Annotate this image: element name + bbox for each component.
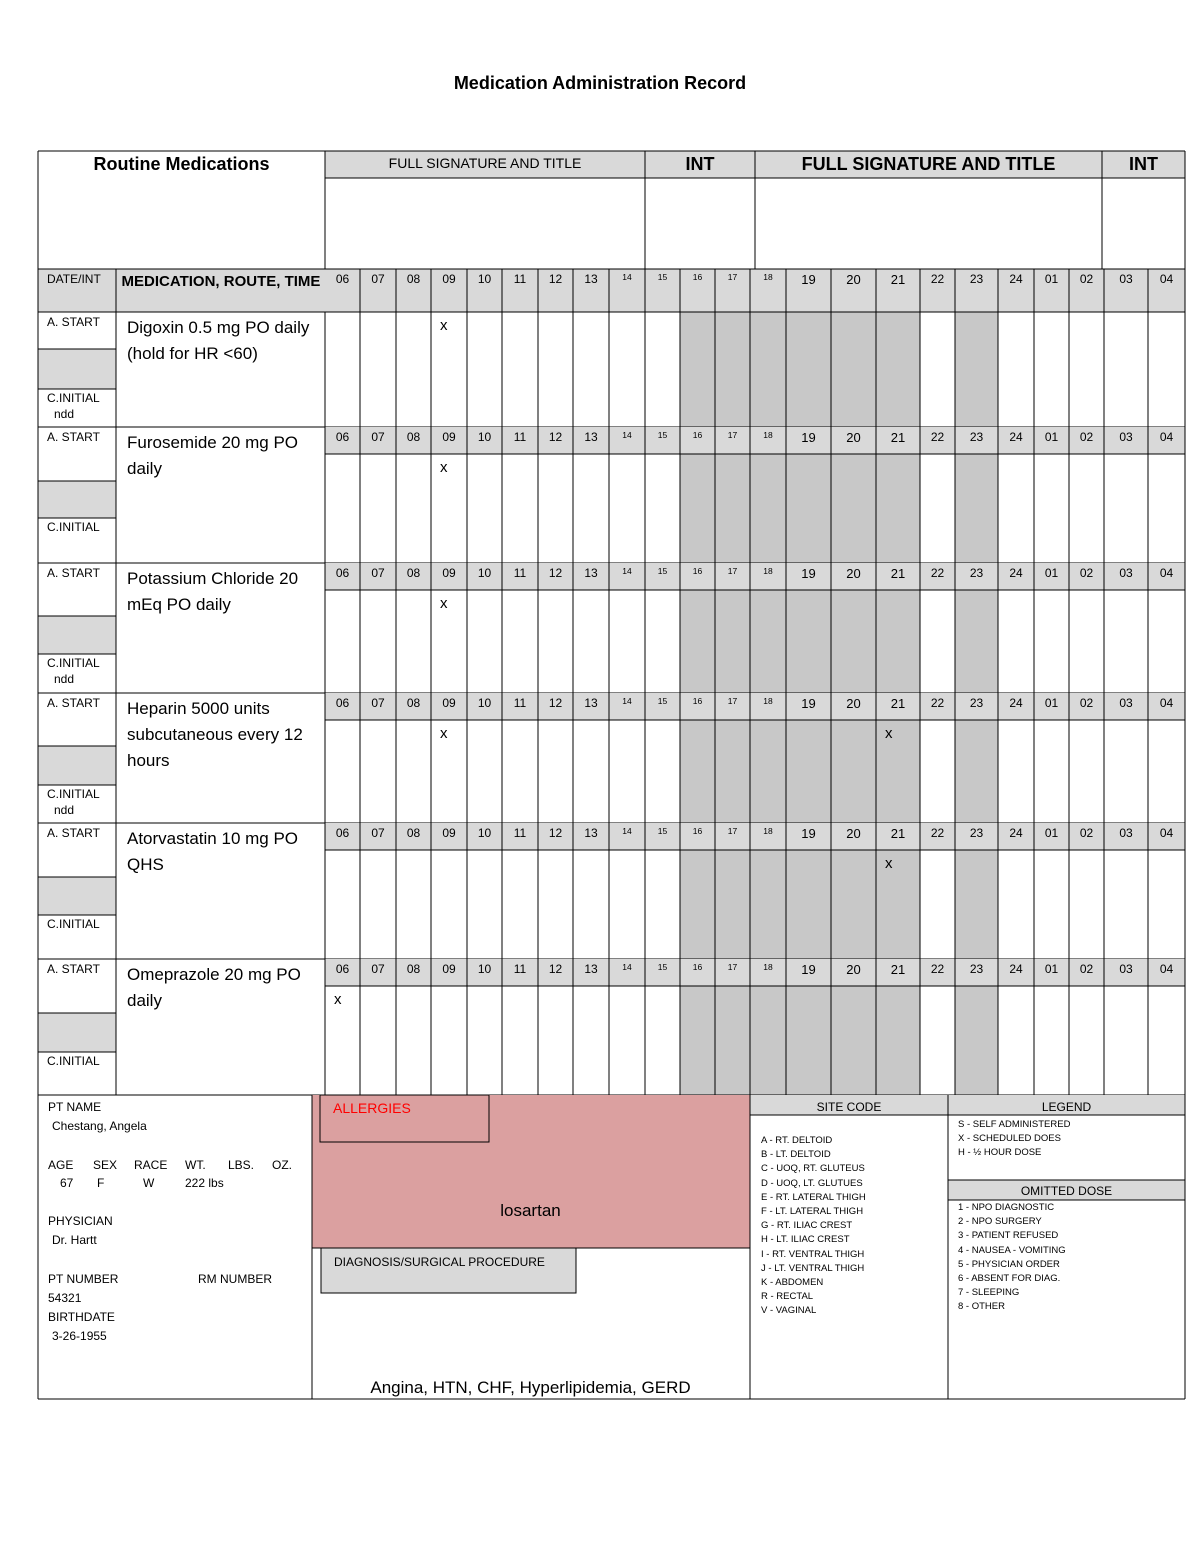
hour-label: 08 bbox=[406, 272, 421, 286]
age-label: AGE bbox=[48, 1158, 74, 1172]
shaded-hour-column bbox=[680, 312, 715, 427]
shaded-hour-column bbox=[680, 720, 715, 823]
hour-label: 14 bbox=[622, 430, 632, 440]
omitted-dose-title: OMITTED DOSE bbox=[1020, 1184, 1113, 1198]
pt-weight: 222 lbs bbox=[185, 1176, 224, 1190]
date-int-gray-box bbox=[38, 481, 116, 518]
lbs-label: LBS. bbox=[228, 1158, 255, 1172]
shaded-hour-column bbox=[831, 590, 876, 693]
initial-note: ndd bbox=[54, 672, 75, 686]
hour-label: 19 bbox=[801, 430, 816, 445]
physician-label: PHYSICIAN bbox=[48, 1214, 113, 1228]
hour-label: 11 bbox=[513, 430, 527, 444]
legend-list bbox=[958, 1118, 1183, 1161]
site-code-item: I - RT. VENTRAL THIGH bbox=[761, 1248, 865, 1260]
site-code-item: K - ABDOMEN bbox=[761, 1277, 824, 1289]
hour-label: 14 bbox=[622, 696, 632, 706]
shaded-hour-column bbox=[750, 986, 786, 1095]
hour-label: 08 bbox=[406, 962, 421, 976]
hour-label: 03 bbox=[1119, 272, 1133, 286]
hour-label: 12 bbox=[548, 430, 563, 444]
hour-label: 21 bbox=[890, 826, 906, 841]
site-code-item: H - LT. ILIAC CREST bbox=[761, 1234, 850, 1246]
hour-label: 22 bbox=[930, 962, 945, 976]
hour-label: 04 bbox=[1159, 826, 1174, 840]
hour-label: 04 bbox=[1159, 696, 1174, 710]
shaded-hour-column bbox=[786, 312, 831, 427]
hour-label: 17 bbox=[727, 566, 738, 576]
hour-label: 09 bbox=[442, 696, 456, 710]
shaded-hour-column bbox=[786, 720, 831, 823]
hour-label: 23 bbox=[969, 566, 984, 580]
hour-label: 04 bbox=[1159, 566, 1174, 580]
shaded-hour-column bbox=[955, 720, 998, 823]
hour-label: 06 bbox=[335, 826, 350, 840]
hour-label: 11 bbox=[513, 272, 527, 286]
date-int-header: DATE/INT bbox=[47, 272, 101, 286]
initial-label: C.INITIAL bbox=[47, 391, 100, 405]
shaded-hour-column bbox=[680, 986, 715, 1095]
hour-label: 02 bbox=[1079, 696, 1094, 710]
initial-label: C.INITIAL bbox=[47, 656, 100, 670]
omitted-dose-item: 8 - OTHER bbox=[958, 1301, 1005, 1313]
hour-label: 13 bbox=[584, 826, 598, 840]
hour-label: 20 bbox=[846, 566, 861, 581]
shaded-hour-column bbox=[715, 986, 750, 1095]
physician-name: Dr. Hartt bbox=[52, 1233, 97, 1247]
shaded-hour-column bbox=[750, 720, 786, 823]
shaded-hour-column bbox=[831, 720, 876, 823]
hour-label: 11 bbox=[513, 826, 527, 840]
hour-label: 20 bbox=[846, 962, 861, 977]
signature-title-1: FULL SIGNATURE AND TITLE bbox=[388, 155, 582, 171]
hour-label: 13 bbox=[584, 272, 598, 286]
hour-label: 21 bbox=[890, 696, 906, 711]
hour-label: 12 bbox=[548, 826, 563, 840]
hour-label: 16 bbox=[692, 272, 703, 282]
legend-item: S - SELF ADMINISTERED bbox=[958, 1119, 1071, 1130]
pt-race: W bbox=[143, 1176, 155, 1190]
shaded-hour-column bbox=[680, 454, 715, 563]
hour-label: 21 bbox=[890, 962, 906, 977]
shaded-hour-column bbox=[786, 850, 831, 959]
omitted-dose-item: 4 - NAUSEA - VOMITING bbox=[958, 1244, 1066, 1256]
hour-label: 20 bbox=[846, 826, 861, 841]
pt-name-label: PT NAME bbox=[48, 1100, 102, 1114]
hour-label: 12 bbox=[548, 696, 563, 710]
omitted-dose-item: 1 - NPO DIAGNOSTIC bbox=[958, 1202, 1055, 1213]
hour-label: 16 bbox=[692, 826, 703, 836]
hour-label: 15 bbox=[657, 826, 668, 836]
initial-label: C.INITIAL bbox=[47, 787, 100, 801]
hour-label: 02 bbox=[1079, 826, 1094, 840]
allergies-bg bbox=[312, 1095, 750, 1248]
hour-label: 24 bbox=[1009, 430, 1023, 444]
date-int-gray-box bbox=[38, 746, 116, 785]
hour-label: 11 bbox=[513, 566, 527, 580]
hour-label: 20 bbox=[846, 696, 861, 711]
hour-label: 13 bbox=[584, 696, 598, 710]
start-label: A. START bbox=[47, 826, 100, 840]
legend-title: LEGEND bbox=[1041, 1100, 1092, 1114]
hour-label: 04 bbox=[1159, 430, 1174, 444]
start-label: A. START bbox=[47, 566, 100, 580]
site-code-item: F - LT. LATERAL THIGH bbox=[761, 1206, 864, 1218]
shaded-hour-column bbox=[715, 720, 750, 823]
hour-label: 10 bbox=[477, 826, 492, 840]
hour-label: 04 bbox=[1159, 962, 1174, 976]
omitted-dose-item: 5 - PHYSICIAN ORDER bbox=[958, 1258, 1060, 1270]
administered-mark: x bbox=[885, 725, 893, 742]
site-code-item: B - LT. DELTOID bbox=[761, 1149, 831, 1161]
hour-label: 14 bbox=[622, 826, 632, 836]
hour-label: 16 bbox=[692, 962, 703, 972]
hour-label: 03 bbox=[1119, 962, 1133, 976]
hour-label: 06 bbox=[335, 696, 350, 710]
hour-label: 18 bbox=[763, 696, 773, 706]
hour-label: 16 bbox=[692, 430, 703, 440]
hour-label: 23 bbox=[969, 272, 984, 286]
administered-mark: x bbox=[440, 459, 448, 476]
start-label: A. START bbox=[47, 430, 100, 444]
hour-label: 06 bbox=[335, 566, 350, 580]
hour-label: 24 bbox=[1009, 696, 1023, 710]
shaded-hour-column bbox=[831, 986, 876, 1095]
hour-label: 06 bbox=[335, 430, 350, 444]
allergies-label: ALLERGIES bbox=[333, 1100, 411, 1116]
hour-label: 20 bbox=[846, 272, 861, 287]
hour-label: 16 bbox=[692, 566, 703, 576]
hour-label: 03 bbox=[1119, 430, 1133, 444]
omitted-dose-item: 3 - PATIENT REFUSED bbox=[958, 1230, 1059, 1242]
initial-label: C.INITIAL bbox=[47, 520, 100, 534]
hour-label: 09 bbox=[442, 962, 456, 976]
hour-label: 02 bbox=[1079, 962, 1094, 976]
hour-label: 24 bbox=[1009, 272, 1023, 286]
hour-label: 01 bbox=[1044, 566, 1059, 580]
hour-label: 18 bbox=[763, 272, 773, 282]
hour-label: 07 bbox=[371, 826, 385, 840]
shaded-hour-column bbox=[786, 986, 831, 1095]
initial-label: C.INITIAL bbox=[47, 1054, 100, 1068]
initial-note: ndd bbox=[54, 407, 75, 421]
hour-label: 19 bbox=[801, 696, 816, 711]
shaded-hour-column bbox=[786, 454, 831, 563]
hour-label: 12 bbox=[548, 962, 563, 976]
diagnosis-label: DIAGNOSIS/SURGICAL PROCEDURE bbox=[334, 1255, 545, 1269]
hour-label: 08 bbox=[406, 566, 421, 580]
hour-label: 01 bbox=[1044, 272, 1059, 286]
medication-name: Omeprazole 20 mg PO daily bbox=[127, 965, 301, 1010]
hour-label: 07 bbox=[371, 272, 385, 286]
site-code-item: A - RT. DELTOID bbox=[761, 1135, 833, 1146]
shaded-hour-column bbox=[680, 850, 715, 959]
hour-label: 06 bbox=[335, 272, 350, 286]
shaded-hour-column bbox=[831, 454, 876, 563]
administered-mark: x bbox=[440, 317, 448, 334]
hour-label: 16 bbox=[692, 696, 703, 706]
omitted-dose-item: 7 - SLEEPING bbox=[958, 1287, 1020, 1299]
medication-name: Atorvastatin 10 mg PO QHS bbox=[127, 829, 299, 874]
hour-label: 22 bbox=[930, 566, 945, 580]
hour-label: 18 bbox=[763, 826, 773, 836]
hour-label: 14 bbox=[622, 962, 632, 972]
hour-label: 02 bbox=[1079, 430, 1094, 444]
shaded-hour-column bbox=[876, 720, 920, 823]
hour-label: 15 bbox=[657, 430, 668, 440]
pt-number-label: PT NUMBER bbox=[48, 1272, 119, 1286]
site-code-item: G - RT. ILIAC CREST bbox=[761, 1220, 853, 1232]
date-int-gray-box bbox=[38, 1013, 116, 1052]
start-label: A. START bbox=[47, 962, 100, 976]
shaded-hour-column bbox=[955, 312, 998, 427]
site-code-item: R - RECTAL bbox=[761, 1291, 814, 1303]
hour-label: 10 bbox=[477, 962, 492, 976]
hour-label: 24 bbox=[1009, 962, 1023, 976]
start-label: A. START bbox=[47, 696, 100, 710]
int-header-1: INT bbox=[685, 154, 715, 174]
site-code-item: E - RT. LATERAL THIGH bbox=[761, 1191, 866, 1203]
hour-label: 01 bbox=[1044, 696, 1059, 710]
hour-label: 13 bbox=[584, 962, 598, 976]
administered-mark: x bbox=[334, 991, 342, 1008]
hour-label: 21 bbox=[890, 272, 906, 287]
site-code-item: D - UOQ, LT. GLUTUES bbox=[761, 1177, 863, 1189]
date-int-gray-box bbox=[38, 349, 116, 389]
hour-label: 07 bbox=[371, 430, 385, 444]
hour-label: 09 bbox=[442, 272, 456, 286]
legend-item: H - ½ HOUR DOSE bbox=[958, 1147, 1042, 1159]
allergies-value: losartan bbox=[500, 1201, 561, 1220]
signature-title-2: FULL SIGNATURE AND TITLE bbox=[801, 154, 1056, 174]
shaded-hour-column bbox=[786, 590, 831, 693]
date-int-gray-box bbox=[38, 616, 116, 654]
hour-label: 20 bbox=[846, 430, 861, 445]
hour-label: 19 bbox=[801, 272, 816, 287]
medication-name: Potassium Chloride 20 mEq PO daily bbox=[127, 569, 299, 614]
birthdate: 3-26-1955 bbox=[52, 1329, 107, 1343]
pt-age: 67 bbox=[60, 1176, 74, 1190]
hour-label: 07 bbox=[371, 962, 385, 976]
medication-name: Furosemide 20 mg PO daily bbox=[127, 433, 299, 478]
race-label: RACE bbox=[134, 1158, 168, 1172]
shaded-hour-column bbox=[715, 850, 750, 959]
site-code-list bbox=[761, 1134, 946, 1319]
start-label: A. START bbox=[47, 315, 100, 329]
hour-label: 06 bbox=[335, 962, 350, 976]
omitted-dose-item: 2 - NPO SURGERY bbox=[958, 1216, 1042, 1228]
hour-label: 07 bbox=[371, 696, 385, 710]
site-code-item: V - VAGINAL bbox=[761, 1305, 817, 1317]
hour-label: 18 bbox=[763, 566, 773, 576]
hour-label: 10 bbox=[477, 430, 492, 444]
birthdate-label: BIRTHDATE bbox=[48, 1310, 115, 1324]
hour-label: 24 bbox=[1009, 566, 1023, 580]
shaded-hour-column bbox=[715, 312, 750, 427]
hour-label: 22 bbox=[930, 826, 945, 840]
shaded-hour-column bbox=[955, 454, 998, 563]
hour-label: 07 bbox=[371, 566, 385, 580]
site-code-item: C - UOQ, RT. GLUTEUS bbox=[761, 1163, 865, 1175]
initial-label: C.INITIAL bbox=[47, 917, 100, 931]
hour-label: 14 bbox=[622, 566, 632, 576]
shaded-hour-column bbox=[955, 850, 998, 959]
hour-label: 17 bbox=[727, 826, 738, 836]
shaded-hour-column bbox=[715, 590, 750, 693]
omitted-dose-list bbox=[958, 1201, 1183, 1315]
hour-label: 22 bbox=[930, 272, 945, 286]
legend-item: X - SCHEDULED DOES bbox=[958, 1133, 1061, 1145]
hour-label: 15 bbox=[657, 272, 668, 282]
hour-label: 18 bbox=[763, 430, 773, 440]
hour-label: 14 bbox=[622, 272, 632, 282]
sex-label: SEX bbox=[93, 1158, 118, 1172]
diagnosis-value: Angina, HTN, CHF, Hyperlipidemia, GERD bbox=[370, 1378, 691, 1397]
administered-mark: x bbox=[885, 855, 893, 872]
document-title: Medication Administration Record bbox=[453, 73, 747, 93]
hour-label: 03 bbox=[1119, 826, 1133, 840]
hour-label: 13 bbox=[584, 566, 598, 580]
hour-label: 10 bbox=[477, 696, 492, 710]
hour-label: 02 bbox=[1079, 272, 1094, 286]
hour-label: 01 bbox=[1044, 962, 1059, 976]
wt-label: WT. bbox=[185, 1158, 206, 1172]
hour-label: 08 bbox=[406, 826, 421, 840]
hour-label: 15 bbox=[657, 696, 668, 706]
oz-label: OZ. bbox=[272, 1158, 292, 1172]
hour-label: 18 bbox=[763, 962, 773, 972]
shaded-hour-column bbox=[750, 454, 786, 563]
hour-label: 09 bbox=[442, 566, 456, 580]
shaded-hour-column bbox=[955, 590, 998, 693]
rm-number-label: RM NUMBER bbox=[198, 1272, 272, 1286]
hour-label: 10 bbox=[477, 566, 492, 580]
shaded-hour-column bbox=[876, 590, 920, 693]
hour-label: 23 bbox=[969, 826, 984, 840]
administered-mark: x bbox=[440, 725, 448, 742]
hour-label: 09 bbox=[442, 826, 456, 840]
hour-label: 03 bbox=[1119, 696, 1133, 710]
medication-name: Heparin 5000 units subcutaneous every 12 hours bbox=[127, 699, 303, 770]
hour-label: 19 bbox=[801, 962, 816, 977]
shaded-hour-column bbox=[680, 590, 715, 693]
hour-label: 01 bbox=[1044, 826, 1059, 840]
hour-label: 22 bbox=[930, 430, 945, 444]
hour-label: 01 bbox=[1044, 430, 1059, 444]
pt-name: Chestang, Angela bbox=[52, 1119, 147, 1133]
shaded-hour-column bbox=[876, 454, 920, 563]
pt-sex: F bbox=[97, 1176, 105, 1190]
hour-label: 11 bbox=[513, 962, 527, 976]
hour-label: 19 bbox=[801, 566, 816, 581]
shaded-hour-column bbox=[750, 312, 786, 427]
shaded-hour-column bbox=[750, 590, 786, 693]
administered-mark: x bbox=[440, 595, 448, 612]
hour-label: 23 bbox=[969, 696, 984, 710]
medication-name: Digoxin 0.5 mg PO daily (hold for HR <60) bbox=[127, 318, 310, 363]
hour-label: 23 bbox=[969, 430, 984, 444]
hour-label: 17 bbox=[727, 272, 738, 282]
shaded-hour-column bbox=[831, 850, 876, 959]
hour-label: 08 bbox=[406, 696, 421, 710]
hour-label: 17 bbox=[727, 962, 738, 972]
hour-label: 10 bbox=[477, 272, 492, 286]
hour-label: 15 bbox=[657, 962, 668, 972]
hour-label: 11 bbox=[513, 696, 527, 710]
shaded-hour-column bbox=[955, 986, 998, 1095]
hour-label: 02 bbox=[1079, 566, 1094, 580]
section-title: Routine Medications bbox=[93, 154, 270, 174]
hour-label: 04 bbox=[1159, 272, 1174, 286]
hour-label: 24 bbox=[1009, 826, 1023, 840]
shaded-hour-column bbox=[715, 454, 750, 563]
initial-note: ndd bbox=[54, 803, 75, 817]
site-code-item: J - LT. VENTRAL THIGH bbox=[761, 1262, 865, 1274]
date-int-gray-box bbox=[38, 877, 116, 915]
hour-label: 03 bbox=[1119, 566, 1133, 580]
shaded-hour-column bbox=[876, 986, 920, 1095]
shaded-hour-column bbox=[750, 850, 786, 959]
site-code-title: SITE CODE bbox=[816, 1100, 882, 1114]
hour-label: 15 bbox=[657, 566, 668, 576]
shaded-hour-column bbox=[876, 312, 920, 427]
hour-label: 22 bbox=[930, 696, 945, 710]
hour-label: 12 bbox=[548, 566, 563, 580]
hour-label: 21 bbox=[890, 430, 906, 445]
medication-route-time-header: MEDICATION, ROUTE, TIME bbox=[121, 273, 321, 290]
hour-label: 08 bbox=[406, 430, 421, 444]
hour-label: 13 bbox=[584, 430, 598, 444]
hour-label: 17 bbox=[727, 696, 738, 706]
omitted-dose-item: 6 - ABSENT FOR DIAG. bbox=[958, 1273, 1061, 1285]
hour-label: 17 bbox=[727, 430, 738, 440]
shaded-hour-column bbox=[876, 850, 920, 959]
hour-label: 19 bbox=[801, 826, 816, 841]
hour-label: 23 bbox=[969, 962, 984, 976]
shaded-hour-column bbox=[831, 312, 876, 427]
int-header-2: INT bbox=[1129, 154, 1158, 174]
hour-label: 21 bbox=[890, 566, 906, 581]
pt-number: 54321 bbox=[48, 1291, 82, 1305]
hour-label: 09 bbox=[442, 430, 456, 444]
hour-label: 12 bbox=[548, 272, 563, 286]
